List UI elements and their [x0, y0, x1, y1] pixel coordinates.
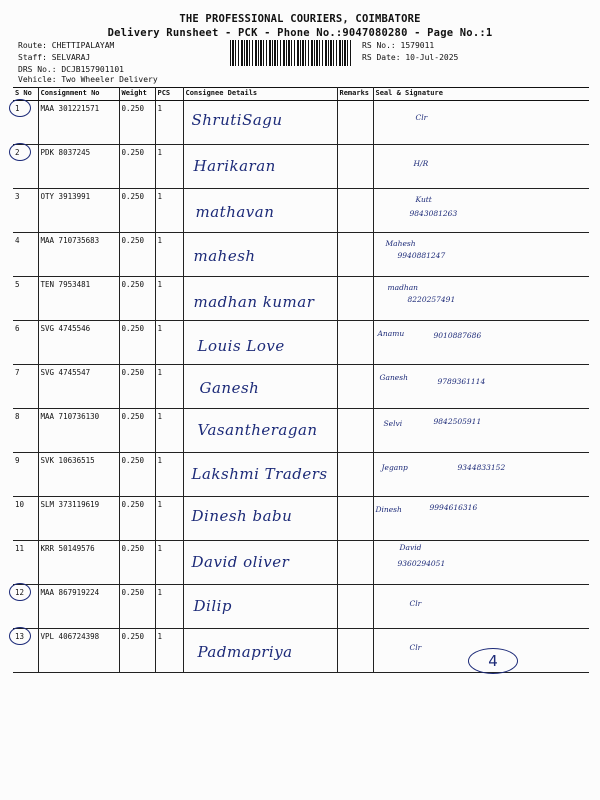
weight-cell: 0.250 — [119, 585, 155, 629]
consignment-cell: MAA 710735683 — [38, 233, 119, 277]
table-row — [13, 145, 589, 189]
consignee-cell — [183, 101, 337, 145]
rs-date: RS Date: 10-Jul-2025 — [362, 53, 459, 62]
consignee-cell — [183, 453, 337, 497]
consignment-cell: OTY 3913991 — [38, 189, 119, 233]
consignee-handwritten-name: mathavan — [195, 203, 275, 221]
signature-phone: 9010887686 — [433, 331, 482, 340]
consignee-cell — [183, 233, 337, 277]
weight-cell: 0.250 — [119, 321, 155, 365]
route-label: Route: CHETTIPALAYAM — [18, 41, 115, 50]
staff-label: Staff: SELVARAJ — [18, 53, 91, 62]
sno-cell: 5 — [13, 277, 38, 321]
sno-cell: 7 — [13, 365, 38, 409]
runsheet-subtitle: Delivery Runsheet - PCK - Phone No.:9047080280 - Page No.:1 — [107, 27, 493, 39]
consignee-handwritten-name: Dinesh babu — [191, 507, 293, 525]
pcs-cell: 1 — [155, 409, 183, 453]
consignment-cell: KRR 50149576 — [38, 541, 119, 585]
consignee-handwritten-name: Ganesh — [199, 379, 260, 397]
table-header-row — [13, 88, 589, 101]
consignment-cell: SVK 10636515 — [38, 453, 119, 497]
signature-mark: Dinesh — [375, 505, 402, 514]
consignment-cell: VPL 406724398 — [38, 629, 119, 673]
signature-mark: Clr — [415, 113, 428, 122]
pcs-cell: 1 — [155, 585, 183, 629]
signature-cell — [373, 541, 589, 585]
handwritten-circle-mark — [9, 583, 31, 601]
page-number-circle: 4 — [468, 648, 518, 674]
pcs-cell: 1 — [155, 365, 183, 409]
signature-cell — [373, 585, 589, 629]
signature-cell — [373, 453, 589, 497]
signature-cell — [373, 365, 589, 409]
consignee-cell — [183, 409, 337, 453]
table-row — [13, 541, 589, 585]
pcs-cell: 1 — [155, 629, 183, 673]
consignment-cell: SVG 4745547 — [38, 365, 119, 409]
consignment-cell: SLM 373119619 — [38, 497, 119, 541]
signature-phone: 9344833152 — [457, 463, 506, 472]
table-row — [13, 365, 589, 409]
remarks-cell — [337, 189, 373, 233]
consignee-cell — [183, 145, 337, 189]
pcs-cell: 1 — [155, 541, 183, 585]
weight-cell: 0.250 — [119, 101, 155, 145]
col-header-consignment: Consignment No — [38, 88, 119, 101]
barcode — [230, 40, 352, 66]
consignee-handwritten-name: mahesh — [193, 247, 256, 265]
signature-phone: 9360294051 — [397, 559, 446, 568]
consignee-cell — [183, 629, 337, 673]
rs-number: RS No.: 1579011 — [362, 41, 435, 50]
consignee-handwritten-name: madhan kumar — [193, 293, 315, 311]
weight-cell: 0.250 — [119, 189, 155, 233]
weight-cell: 0.250 — [119, 145, 155, 189]
weight-cell: 0.250 — [119, 541, 155, 585]
pcs-cell: 1 — [155, 101, 183, 145]
consignment-cell: MAA 301221571 — [38, 101, 119, 145]
signature-cell — [373, 497, 589, 541]
remarks-cell — [337, 453, 373, 497]
remarks-cell — [337, 541, 373, 585]
pcs-cell: 1 — [155, 453, 183, 497]
consignee-handwritten-name: Padmapriya — [197, 643, 293, 661]
sno-cell: 8 — [13, 409, 38, 453]
consignee-cell — [183, 541, 337, 585]
weight-cell: 0.250 — [119, 497, 155, 541]
remarks-cell — [337, 277, 373, 321]
consignment-cell: PDK 8037245 — [38, 145, 119, 189]
consignee-handwritten-name: ShrutiSagu — [191, 111, 283, 129]
consignee-handwritten-name: Louis Love — [197, 337, 285, 355]
signature-cell — [373, 145, 589, 189]
consignee-cell — [183, 497, 337, 541]
table-row — [13, 233, 589, 277]
signature-mark: David — [399, 543, 422, 552]
remarks-cell — [337, 101, 373, 145]
remarks-cell — [337, 365, 373, 409]
signature-mark: Ganesh — [379, 373, 408, 382]
company-title: THE PROFESSIONAL COURIERS, COIMBATORE — [179, 13, 421, 25]
consignment-cell: MAA 710736130 — [38, 409, 119, 453]
sno-cell: 6 — [13, 321, 38, 365]
col-header-remarks: Remarks — [337, 88, 373, 101]
pcs-cell: 1 — [155, 277, 183, 321]
signature-mark: Selvi — [383, 419, 403, 428]
pcs-cell: 1 — [155, 145, 183, 189]
signature-phone: 8220257491 — [407, 295, 456, 304]
signature-mark: Clr — [409, 599, 422, 608]
consignee-handwritten-name: Vasantheragan — [197, 421, 318, 439]
sno-cell: 2 — [13, 145, 38, 189]
pcs-cell: 1 — [155, 189, 183, 233]
remarks-cell — [337, 321, 373, 365]
table-row — [13, 189, 589, 233]
sno-cell: 13 — [13, 629, 38, 673]
signature-mark: Clr — [409, 643, 422, 652]
consignee-cell — [183, 189, 337, 233]
weight-cell: 0.250 — [119, 233, 155, 277]
sno-cell: 10 — [13, 497, 38, 541]
consignee-cell — [183, 277, 337, 321]
col-header-pcs: PCS — [155, 88, 183, 101]
weight-cell: 0.250 — [119, 409, 155, 453]
signature-mark: Mahesh — [385, 239, 416, 248]
table-row — [13, 453, 589, 497]
remarks-cell — [337, 233, 373, 277]
remarks-cell — [337, 497, 373, 541]
sno-cell: 4 — [13, 233, 38, 277]
weight-cell: 0.250 — [119, 629, 155, 673]
remarks-cell — [337, 629, 373, 673]
sno-cell: 1 — [13, 101, 38, 145]
signature-phone: 9842505911 — [433, 417, 482, 426]
col-header-sno: S No — [13, 88, 38, 101]
signature-phone: 9994616316 — [429, 503, 478, 512]
runsheet-table — [13, 87, 589, 673]
remarks-cell — [337, 409, 373, 453]
signature-phone: 9789361114 — [437, 377, 486, 386]
signature-mark: Anamu — [377, 329, 405, 338]
handwritten-circle-mark — [9, 143, 31, 161]
sno-cell: 3 — [13, 189, 38, 233]
consignment-cell: TEN 7953481 — [38, 277, 119, 321]
remarks-cell — [337, 585, 373, 629]
table-row — [13, 497, 589, 541]
consignee-handwritten-name: Lakshmi Traders — [191, 465, 328, 483]
signature-cell — [373, 189, 589, 233]
sno-cell: 11 — [13, 541, 38, 585]
signature-mark: Jeganp — [381, 463, 408, 472]
signature-cell — [373, 321, 589, 365]
consignment-cell: MAA 867919224 — [38, 585, 119, 629]
weight-cell: 0.250 — [119, 365, 155, 409]
pcs-cell: 1 — [155, 321, 183, 365]
consignee-handwritten-name: Dilip — [193, 597, 233, 615]
table-row — [13, 277, 589, 321]
table-row — [13, 409, 589, 453]
consignee-handwritten-name: Harikaran — [193, 157, 276, 175]
col-header-signature: Seal & Signature — [373, 88, 589, 101]
signature-cell — [373, 409, 589, 453]
signature-mark: H/R — [413, 159, 429, 168]
table-row — [13, 321, 589, 365]
handwritten-circle-mark — [9, 627, 31, 645]
weight-cell: 0.250 — [119, 453, 155, 497]
pcs-cell: 1 — [155, 497, 183, 541]
drs-label: DRS No.: DCJB157901101 — [18, 65, 124, 74]
consignee-cell — [183, 585, 337, 629]
sno-cell: 9 — [13, 453, 38, 497]
sno-cell: 12 — [13, 585, 38, 629]
signature-cell — [373, 101, 589, 145]
signature-cell — [373, 233, 589, 277]
vehicle-label: Vehicle: Two Wheeler Delivery — [18, 75, 158, 84]
weight-cell: 0.250 — [119, 277, 155, 321]
consignee-cell — [183, 365, 337, 409]
col-header-weight: Weight — [119, 88, 155, 101]
signature-cell — [373, 277, 589, 321]
consignee-handwritten-name: David oliver — [191, 553, 290, 571]
signature-mark: Kutt — [415, 195, 432, 204]
consignment-cell: SVG 4745546 — [38, 321, 119, 365]
col-header-consignee: Consignee Details — [183, 88, 337, 101]
signature-phone: 9843081263 — [409, 209, 458, 218]
remarks-cell — [337, 145, 373, 189]
pcs-cell: 1 — [155, 233, 183, 277]
table-row — [13, 585, 589, 629]
consignee-cell — [183, 321, 337, 365]
signature-phone: 9940881247 — [397, 251, 446, 260]
table-row — [13, 101, 589, 145]
signature-mark: madhan — [387, 283, 419, 292]
handwritten-circle-mark — [9, 99, 31, 117]
